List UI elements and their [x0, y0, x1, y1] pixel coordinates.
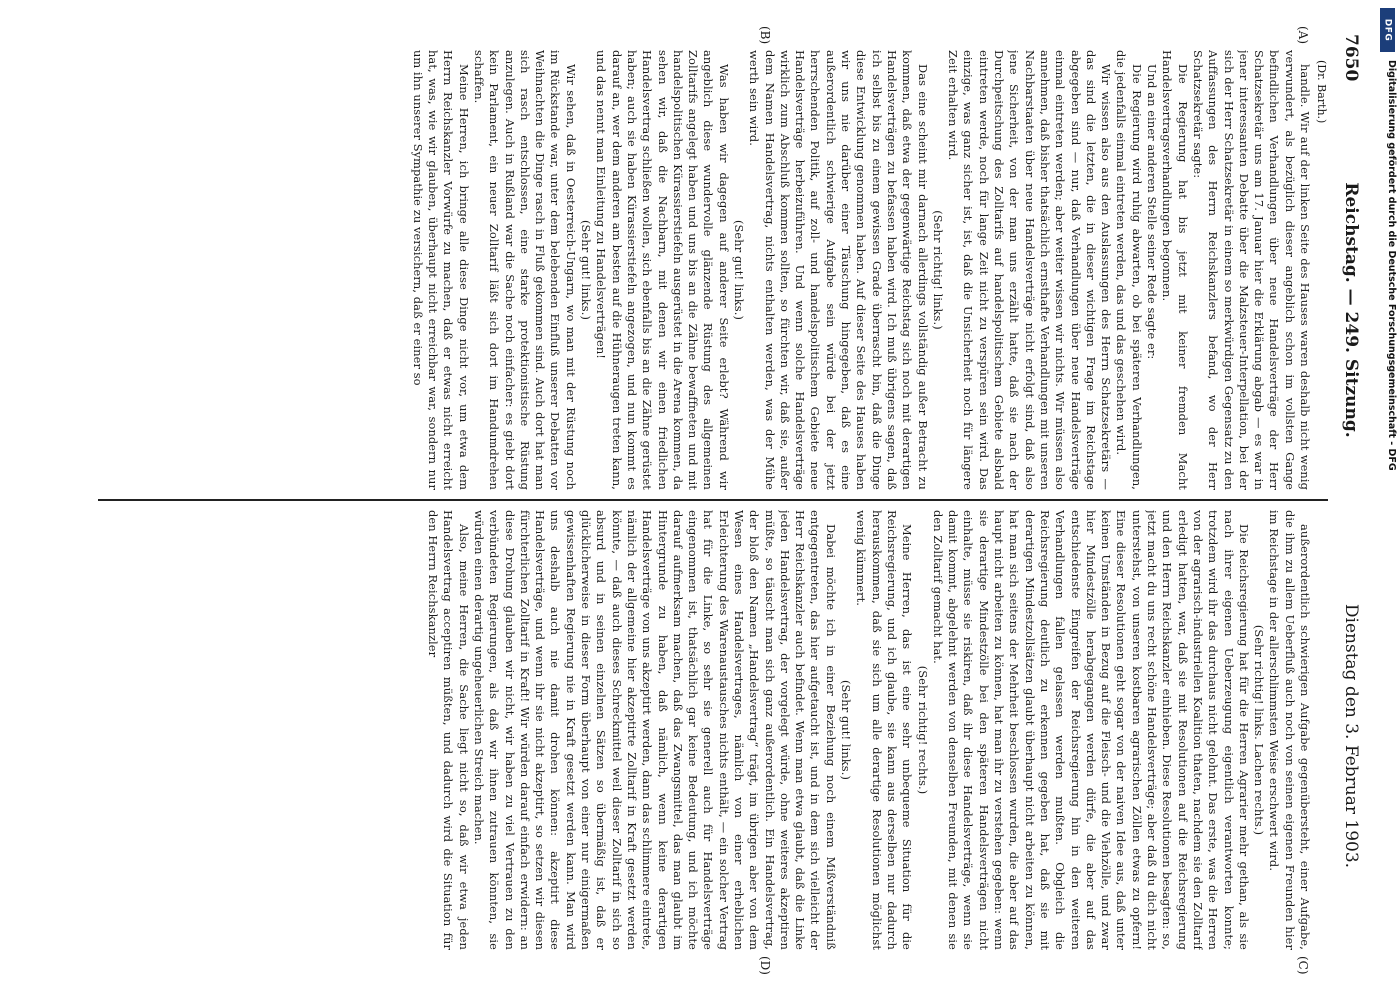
interjection: (Sehr richtig! rechts.): [915, 665, 930, 795]
interjection: (Sehr gut! links.): [839, 679, 854, 781]
paragraph: Meine Herren, ich bringe alle diese Dinge nicht vor, um etwa dem Herrn Reichskanzler Vorwürfe zu machen, daß er etwas nicht erreicht hat, was, wie wir glauben, überhaupt nicht erreichbar war, sondern nur um ihn unserer Sympathie zu versichern, daß er einer so: [410, 50, 471, 490]
paragraph: Und an einer anderen Stelle seiner Rede sagte er:: [1145, 64, 1160, 360]
paragraph: Was haben wir dagegen auf anderer Seite erlebt? Während wir angeblich diese wundervolle glänzende Rüstung des allgemeinen Zolltarifs angelegt haben und uns bis an die Zähne bewaffneten und mit handelspolitischen Kürassierstiefeln ausgerüstet in die Arena kommen, da sehen wir, daß die Nachbarn, mit denen wir einen friedlichen Handelsvertrag schließen wollen, sich ebenfalls bis an die Zähne gerüstet haben; auch sie haben Kürassierstiefeln angezogen, und nun kommt es darauf an, wer dem anderen am besten auf die Hühneraugen treten kann, und das nennt man Einleitung zu Handelsverträgen!: [594, 50, 731, 490]
paragraph: handle. Wir auf der linken Seite des Hauses waren deshalb nicht wenig verwundert, als bezüglich dieser angeblich schon im vollsten Gange befindlichen Verhandlungen über neue Handelsverträge der Herr Schatzsekretär uns am 17. Januar hier die Erklärung abgab — es war in jener interessanten Debatte über die Malzsteuer-Interpellation, bei der sich der Herr Schatzsekretär in einem so merkwürdigen Gegensatz zu den Auffassungen des Herrn Reichskanzlers befand, wo der Herr Schatzsekretär sagte:: [1190, 50, 1312, 490]
paragraph: Die Regierung wird ruhig abwarten, ob bei späteren Verhandlungen, die jedenfalls einmal eintreten werden, das und das geschehen wird.: [1114, 50, 1144, 490]
margin-marker-c: (C): [1296, 956, 1310, 975]
rotated-scanned-page: [82, 20, 1372, 980]
margin-marker-d: (D): [758, 956, 772, 975]
page-number: 7650: [1341, 34, 1361, 82]
dfg-logo-text: DFG: [1382, 18, 1393, 42]
session-title: Reichstag. — 249. Sitzung.: [1341, 182, 1361, 438]
paragraph: Wir wissen also aus den Auslassungen des Herrn Schatzsekretärs — das sind die letzten, die in dieser wichtigen Frage im Reichstage abgegeben sind — nur, daß Verhandlungen über neue Handelsverträge einmal eintreten werden; aber weiter wissen wir nichts. Wir müssen also annehmen, daß bisher thatsächlich ernsthafte Verhandlungen mit unseren Nachbarstaaten über neue Handelsverträge nicht erfolgt sind, daß also jene Sicherheit, von der man uns erzählt hatte, daß sie nach der Durchpeitschung des Zolltarifs auf handelspolitischem Gebiete alsbald eintreten werde, noch für lange Zeit nicht zu verspüren sein wird. Das einzige, was ganz sicher ist, ist, daß die Unsicherheit noch für längere Zeit erhalten wird.: [946, 50, 1114, 490]
paragraph: außerordentlich schwierigen Aufgabe gegenübersteht, einer Aufgabe, die ihm zu allem Ueberfluß auch noch von seinen eigenen Freunden hier im Reichstage in der allerschlimmsten Weise erschwert wird.: [1267, 510, 1312, 950]
interjection: (Sehr richtig! links.): [930, 210, 945, 330]
margin-marker-a: (A): [1296, 26, 1310, 45]
interjection: (Sehr gut! links.): [579, 219, 594, 321]
right-column: [97, 510, 1312, 950]
paragraph: Wir sehen, daß in Oesterreich-Ungarn, wo man mit der Rüstung noch im Rückstande war, unter dem belebenden Einfluß unserer Debatten vor Weihnachten die Dinge rasch in Fluß gekommen sind. Auch dort hat man sich rasch entschlossen, eine starke protektionistische Rüstung anzulegen. Auch in Rußland war die Sache noch einfacher: es giebt dort kein Parlament, ein neuer Zolltarif läßt sich dort im Handumdrehen schaffen.: [471, 50, 578, 490]
running-head: [1330, 20, 1372, 980]
digitization-credit: Digitalisierung gefördert durch die Deutsche Forschungsgemeinschaft - DFG: [1386, 60, 1397, 471]
interjection: (Sehr gut! links.): [732, 219, 747, 321]
paragraph: Die Regierung hat bis jetzt mit keiner fremden Macht Handelsvertragsverhandlungen begonnen.: [1160, 50, 1190, 490]
column-divider: [98, 499, 1328, 501]
dfg-logo: [1380, 8, 1395, 52]
paragraph: Die Reichsregierung hat für die Herren Agrarier mehr gethan, als sie nach ihrer eigenen Ueberzeugung eigentlich verantworten konnte; trotzdem wird ihr das durchaus nicht gelohnt. Das erste, was die Herren von der agrarisch-industriellen Koalition thaten, nachdem sie den Zolltarif erledigt hatten, war, daß sie mit Resolutionen auf die Reichsregierung und den Herrn Reichskanzler einhieben. Diese Resolutionen besagten: so, jetzt macht du uns recht schöne Handelsverträge; aber daß du dich nicht unterstehst, von unseren kostbaren agrarischen Zöllen etwas zu opfern! Eine dieser Resolutionen geht sogar von der naiven Idee aus, daß unter keinen Umständen in Bezug auf die Fleisch- und die Viehzölle, und zwar hier Mindestzölle herabgegangen werden dürfe, die aber auf das entschiedenste Eingreifen der Reichsregierung hin in den weiteren Verhandlungen fallen gelassen werden mußten. Obgleich die Reichsregierung deutlich zu erkennen gegeben hat, daß sie mit derartigen Mindestzollsätzen glaubt überhaupt nicht arbeiten zu können, hat man sich seitens der Mehrheit beschlossen wurden, die aber auf das haupt nicht arbeiten zu können, hat man ihr zu verstehen gegeben: wenn sie derartige Mindestzölle bei den späteren Handelsverträgen nicht einhalte, müsse sie riskiren, daß ihr diese Handelsverträge, wenn sie damit kommt, abgelehnt werden von denselben Freunden, mit denen sie den Zolltarif gemacht hat.: [930, 510, 1251, 950]
left-column: [97, 50, 1312, 490]
paragraph: Dabei möchte ich in einer Beziehung noch einem Mißverständniß entgegentreten, das hier aufgetaucht ist, und in dem sich vielleicht der Herr Reichskanzler auch befindet. Wenn man etwa glaubt, daß die Linke jeden Handelsvertrag, der vorgelegt würde, ohne weiteres akzeptiren müßte, so täuscht man sich ganz außerordentlich. Ein Handelsvertrag, der bloß den Namen „Handelsvertrag“ trägt, im übrigen aber von dem Wesen eines Handelsvertrages, nämlich von einer erheblichen Erleichterung des Warenaustausches nichts enthält, — ein solcher Vertrag hat für die Linke, so sehr sie generell auch für Handelsverträge eingenommen ist, thatsächlich gar keine Bedeutung, und ich möchte darauf aufmerksam machen, daß das Zwangsmittel, das man glaubt im Hintergrunde zu haben, daß nämlich, wenn keine derartigen Handelsverträge von uns akzeptirt werden, dann das schlimmere eintrete, nämlich der allgemeine hier akzeptirte Zolltarif in Kraft gesetzt werden könnte, — daß auch dieses Schreckmittel weil dieser Zolltarif in sich so absurd und in seinen einzelnen Sätzen so übermäßig ist, daß er glücklicherweise in dieser Form überhaupt von einer nur einigermaßen gewissenhaften Regierung nie in Kraft gesetzt werden kann. Man wird uns deshalb auch nie damit drohen können: akzeptirt diese Handelsverträge, und wenn ihr sie nicht akzeptirt, so setzen wir diesen fürchterlichen Zolltarif in Kraft! Wir würden darauf einfach erwidern: an diese Drohung glauben wir nicht, wir haben zu viel Vertrauen zu den verbündeten Regierungen, als daß wir ihnen zutrauen könnten, sie würden einen derartig ungeheuerlichen Streich machen.: [471, 510, 838, 950]
session-date: Dienstag den 3. Februar 1903.: [1341, 603, 1361, 869]
speaker-tag: (Dr. Barth.): [1315, 60, 1328, 124]
paragraph: Meine Herren, das ist eine sehr unbequeme Situation für die Reichsregierung, und ich glaube, sie kann aus derselben nur dadurch herauskommen, daß sie sich um alle derartige Resolutionen möglichst wenig kümmert.: [854, 510, 915, 950]
margin-marker-b: (B): [758, 26, 772, 45]
paragraph: Also, meine Herren, die Sache liegt nicht so, daß wir etwa jeden Handelsvertrag acceptiren müßten, und dadurch wird die Situation für den Herrn Reichskanzler: [426, 510, 471, 950]
interjection: (Sehr richtig! links. Lachen rechts.): [1252, 624, 1267, 836]
paragraph: Das eine scheint mir darnach allerdings vollständig außer Betracht zu kommen, daß etwa der gegenwärtige Reichstag sich noch mit derartigen Handelsverträgen zu befassen haben wird. Ich muß übrigens sagen, daß ich selbst bis zu einem gewissen Grade überrascht bin, daß die Dinge diese Entwicklung genommen haben. Auf dieser Seite des Hauses haben wir uns nie darüber einer Täuschung hingegeben, daß es eine außerordentlich schwierige Aufgabe sein würde bei der jetzt herrschenden Politik, auf zoll- und handelspolitischem Gebiete neue Handelsverträge herbeizuführen. Und wenn solche Handelsverträge wirklich zum Abschluß kommen sollten, so fürchten wir, daß sie, außer dem Namen Handelsvertrag, nichts enthalten werden, was der Mühe werth sein wird.: [747, 50, 930, 490]
